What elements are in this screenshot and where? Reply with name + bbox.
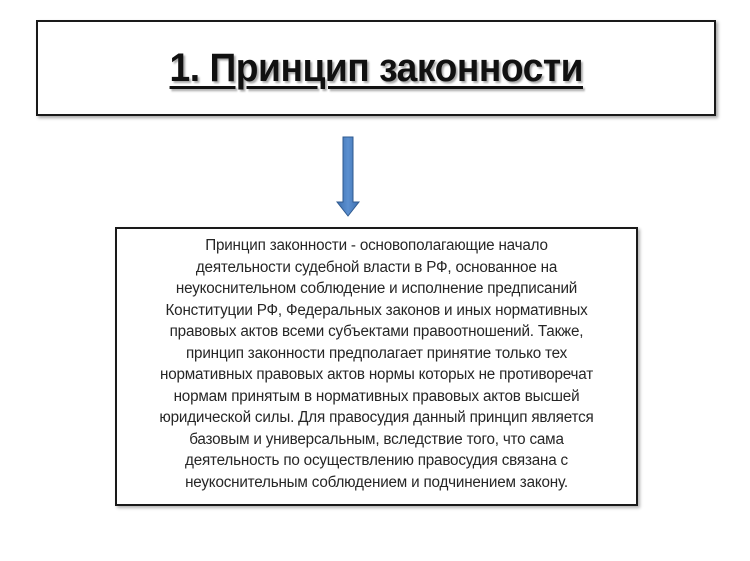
slide-title: 1. Принцип законности: [169, 45, 583, 90]
definition-box: [115, 227, 638, 506]
body-line: нормативных правовых актов нормы которых не противоречат: [160, 366, 593, 383]
body-line: Конституции РФ, Федеральных законов и иных нормативных: [165, 301, 588, 319]
body-line: неукоснительном соблюдение и исполнение предписаний: [175, 280, 578, 297]
body-line: Принцип законности - основополагающие начало: [205, 237, 548, 254]
body-line: нормам принятым в нормативных правовых актов высшей: [173, 387, 580, 405]
body-line: деятельность по осуществлению правосудия связана с: [185, 452, 568, 469]
body-line: правовых актов всеми субъектами правоотношений. Также,: [169, 323, 584, 340]
body-line: деятельности судебной власти в РФ, основанное на: [195, 258, 558, 276]
body-line: принцип законности предполагает принятие только тех: [186, 344, 567, 362]
body-line: базовым и универсальным, вследствие того, что сама: [189, 430, 564, 448]
body-line: неукоснительным соблюдением и подчинением закону.: [185, 473, 568, 491]
arrow-down-icon: [336, 136, 360, 218]
title-box: [36, 20, 716, 116]
body-line: юридической силы. Для правосудия данный принцип является: [159, 409, 594, 426]
